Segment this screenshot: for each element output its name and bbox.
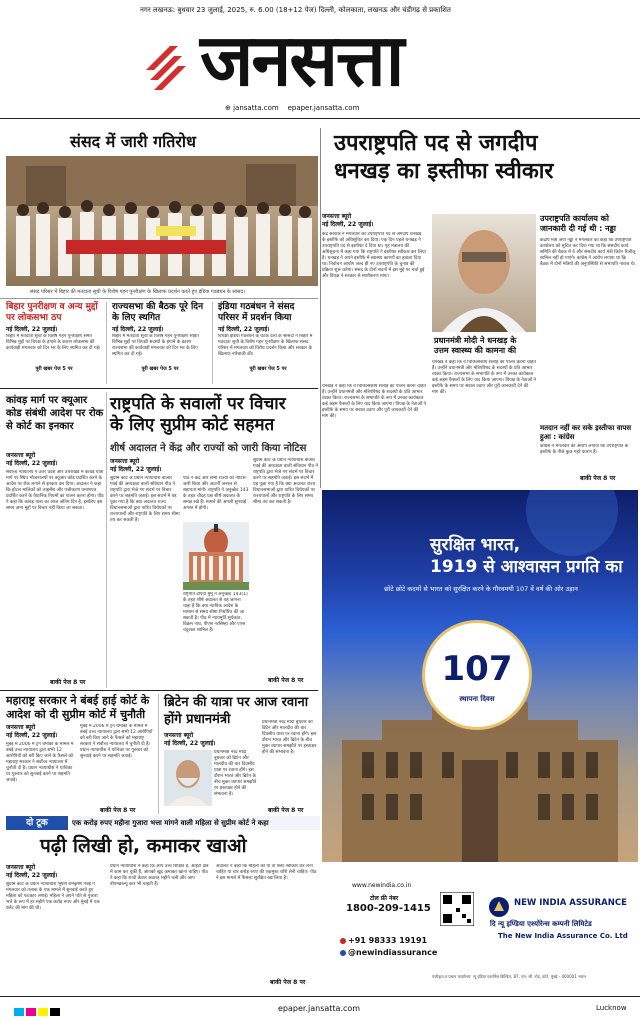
lead-sub1: उपराष्ट्रपति कार्यालय को जानकारी दी गई थी : नड्डा bbox=[540, 214, 616, 233]
maharashtra-byline-2: नई दिल्ली, 22 जुलाई। bbox=[6, 732, 58, 739]
maharashtra-body: मुंबई में 2006 में ट्रेन धमाकों के मामले में बंबई उच्च न्यायालय द्वारा सभी 12 आरोपियों को बरी किए जाने के फैसले को महाराष्ट्र सरकार ने सर्वोच्च न्यायालय में चुनौती दी है। प्रधान न्यायाधीश ने याचिका पर गुरुवार को सुनवाई करने पर सहमति जताई। bbox=[6, 742, 74, 783]
badge-number: 107 bbox=[441, 649, 513, 689]
whatsapp[interactable]: +91 98333 19191 bbox=[340, 936, 427, 945]
lead-sub1-body: केंद्रीय मंत्री जेपी नड्डा ने मंगलवार को कहा कि उपराष्ट्रपति कार्यालय को सूचित कर दिया गया था कि संसदीय कार्य समिति की बैठक में वे और संसदीय कार्य मंत्री किरेन रिजीजू शामिल नहीं हो पाएंगे। कांग्रेस ने आरोप लगाया था कि बैठक में दोनों मंत्रियों की अनुपस्थिति से सभापति नाराज थे। bbox=[540, 238, 636, 267]
ad-headline bbox=[430, 534, 630, 578]
maharashtra-heading: महाराष्ट्र सरकार ने बंबई हाई कोर्ट के आदेश को दी सुप्रीम कोर्ट में चुनौती bbox=[6, 694, 150, 721]
kanwar-byline-1: जनसत्ता ब्यूरो bbox=[6, 452, 36, 459]
britain-byline bbox=[164, 732, 234, 748]
tollfree-number[interactable]: 1800-209-1415 bbox=[346, 903, 431, 914]
parliament-caption: संसद परिसर में बिहार की मतदाता सूची के विशेष गहन पुनरीक्षण के खिलाफ प्रदर्शन करते हुए इंडिया गठबंधन के सांसद। bbox=[30, 289, 245, 295]
modi-photo bbox=[164, 750, 212, 806]
divider bbox=[106, 392, 107, 688]
rule bbox=[0, 690, 318, 691]
divider bbox=[106, 302, 107, 384]
website-link[interactable]: jansatta.com bbox=[233, 104, 279, 112]
lead-sub2: मतदान नहीं कर सके इस्तीफा वापस हुआ : कांग्रेस bbox=[540, 424, 632, 441]
badge-label: स्थापना दिवस bbox=[459, 695, 495, 703]
rule bbox=[0, 298, 318, 299]
tollfree-label: टोल फ्री नंबर bbox=[370, 895, 399, 902]
britain-body: प्रधानमंत्री नरेंद्र मोदी बुधवार को ब्रिटेन और मालदीव की चार दिवसीय यात्रा पर रवाना होंगे। इस दौरान भारत और ब्रिटेन के बीच मुक्त व्यापार समझौते पर हस्ताक्षर होने की संभावना है। bbox=[214, 750, 257, 797]
social[interactable]: @newindiassurance bbox=[340, 948, 437, 957]
logo-icon bbox=[140, 40, 190, 90]
sc-byline-1: जनसत्ता ब्यूरो bbox=[110, 458, 140, 465]
photo-caption-2: उत्तम स्वास्थ्य की कामना की bbox=[434, 346, 517, 355]
maharashtra-byline bbox=[6, 724, 70, 740]
britain-body-2: प्रधानमंत्री नरेंद्र मोदी बुधवार को ब्रिटेन और मालदीव की चार दिवसीय यात्रा पर रवाना होंगे। इस दौरान भारत और ब्रिटेन के बीच मुक्त व्यापार समझौते पर हस्ताक्षर होने की संभावना है। bbox=[262, 720, 317, 755]
ad-headline-1: सुरक्षित भारत, bbox=[430, 535, 521, 555]
qr-code-icon[interactable] bbox=[440, 892, 474, 926]
lead-heading-line1: उपराष्ट्रपति पद से जगदीप bbox=[334, 131, 538, 156]
social-icon bbox=[340, 950, 346, 956]
insurance-ad[interactable] bbox=[322, 490, 638, 862]
sc-heading bbox=[110, 394, 320, 436]
globe-icon: ⊕ bbox=[225, 104, 231, 112]
brief-2 bbox=[112, 302, 208, 384]
lead-col1: केंद्र सरकार ने मंगलवार को उपराष्ट्रपति पद से जगदीप धनखड़ के इस्तीफे को अधिसूचित कर दिया। एक दिन पहले धनखड़ ने उपराष्ट्रपति पद से इस्तीफा दे दिया था। गृह मंत्रालय की अधिसूचना में कहा गया कि राष्ट्रपति ने इस्तीफा स्वीकार कर लिया है। धनखड़ ने अपने इस्तीफे में स्वास्थ्य कारणों का हवाला दिया था। निर्वाचन आयोग जल्द ही नए उपराष्ट्रपति के चुनाव की प्रक्रिया शुरू करेगा। संसद के दोनों सदनों में इस मुद्दे पर चर्चा हुई और विपक्ष ने सरकार से स्पष्टीकरण मांगा। bbox=[322, 232, 426, 279]
britain-more: बाकी पेज 8 पर bbox=[268, 807, 304, 814]
kanwar-byline bbox=[6, 452, 104, 468]
dotook-body1: सुप्रीम कोर्ट के प्रधान न्यायाधीश भूषण रामकृष्ण गवई ने मंगलवार को तलाक के एक मामले में सुनवाई करते हुए महिला को फटकार लगाई। महिला ने अपने पति से गुजारा भत्ते के रूप में हर महीने एक करोड़ रुपए और मुंबई में एक फ्लैट की मांग की थी। bbox=[6, 882, 100, 911]
company-name-hi: दि न्यू इण्डिया एश्योरेन्स कम्पनी लिमिटेड bbox=[490, 920, 592, 928]
brief-byline: नई दिल्ली, 22 जुलाई। bbox=[218, 326, 270, 333]
parliament-heading: संसद में जारी गतिरोध bbox=[70, 132, 196, 151]
britain-byline-2: नई दिल्ली, 22 जुलाई। bbox=[164, 740, 216, 747]
parliament-photo bbox=[6, 156, 318, 286]
lead-more: बाकी पेज 8 पर bbox=[580, 475, 616, 482]
rule bbox=[0, 996, 640, 997]
brief-body: विपक्षी इंडिया गठबंधन के घटक दलों के सांसदों ने बिहार में मतदाता सूची के विशेष गहन पुनरीक्षण के खिलाफ संसद परिसर में मंगलवार को विरोध प्रदर्शन किया और सरकार के खिलाफ नारेबाजी की। bbox=[218, 334, 313, 357]
dotook-body2: प्रधान न्यायाधीश ने कहा कि आप उच्च शिक्षित हैं, आईटी क्षेत्र में काम कर चुकी हैं, आपको खुद कमाकर खाना चाहिए। पीठ ने कहा कि शादी केवल अठारह महीने चली और आप बीएमडब्ल्यू कार भी चाहती हैं। bbox=[110, 864, 209, 887]
dotook-byline bbox=[6, 864, 104, 880]
sc-col2-top: पीठ ने केंद्र और सभी राज्यों को नोटिस जारी किया और अटार्नी जनरल से सहायता मांगी। राष्ट्रपति ने अनुच्छेद 143 के तहत चौदह प्रश्न शीर्ष अदालत के समक्ष रखे हैं। मामले की अगली सुनवाई अगस्त में होगी। bbox=[183, 476, 249, 511]
brief-1 bbox=[6, 302, 102, 384]
maharashtra-byline-1: जनसत्ता ब्यूरो bbox=[6, 724, 36, 731]
dotook-more: बाकी पेज 8 पर bbox=[270, 979, 306, 986]
sc-byline bbox=[110, 458, 180, 474]
dotook-heading: पढ़ी लिखी हो, कमाकर खाओ bbox=[40, 835, 247, 857]
company-name-en2: The New India Assurance Co. Ltd bbox=[498, 932, 628, 940]
lead-heading-line2: धनखड़ का इस्तीफा स्वीकार bbox=[334, 159, 554, 184]
brief-more: पूरी खबर पेज 5 पर bbox=[141, 366, 179, 372]
footer-city: Lucknow bbox=[596, 1004, 627, 1012]
lead-sub2-body: कांग्रेस ने मंगलवार को आरोप लगाया कि उपराष्ट्रपति के इस्तीफे के पीछे कुछ गहरे कारण हैं। bbox=[540, 444, 629, 455]
brief-heading: बिहार पुनरीक्षण व अन्य मुद्दों पर लोकसभा ठप bbox=[6, 302, 98, 323]
masthead-title: जनसत्ता bbox=[200, 17, 403, 102]
divider bbox=[158, 694, 159, 814]
dotook-byline-1: जनसत्ता ब्यूरो bbox=[6, 864, 36, 871]
epaper-link[interactable]: epaper.jansatta.com bbox=[287, 104, 360, 112]
footer-url[interactable]: epaper.jansatta.com bbox=[278, 1004, 361, 1013]
brief-byline: नई दिल्ली, 22 जुलाई। bbox=[112, 326, 164, 333]
anniversary-badge bbox=[422, 620, 532, 730]
dotook-ticker: एक करोड़ रुपए महीना गुजारा भत्ता मांगने वाली महिला से सुप्रीम कोर्ट ने कहा bbox=[72, 816, 320, 830]
dateline: नगर लखनऊ: बुधवार 23 जुलाई, 2025, रु. 6.00 (18+12 पेज) दिल्ली, कोलकाता, लखनऊ और चंडीगढ़ से प्रकाशित bbox=[140, 6, 451, 14]
brief-more: पूरी खबर पेज 5 पर bbox=[249, 366, 287, 372]
brief-heading: राज्यसभा की बैठक पूरे दिन के लिए स्थगित bbox=[112, 302, 204, 323]
company-name-en: NEW INDIA ASSURANCE bbox=[514, 898, 627, 908]
dotook-body3: अदालत ने कहा कि महिला को या तो फ्लैट स्वीकार कर लेना चाहिए या चार करोड़ रुपए की एकमुश्त राशि लेनी चाहिए। पीठ ने इस मामले में फैसला सुरक्षित रख लिया है। bbox=[216, 864, 317, 881]
whatsapp-icon bbox=[340, 938, 346, 944]
kanwar-byline-2: नई दिल्ली, 22 जुलाई। bbox=[6, 460, 58, 467]
maharashtra-body-2: मुंबई में 2006 में ट्रेन धमाकों के मामले में बंबई उच्च न्यायालय द्वारा सभी 12 आरोपियों को बरी किए जाने के फैसले को महाराष्ट्र सरकार ने सर्वोच्च न्यायालय में चुनौती दी है। प्रधान न्यायाधीश ने याचिका पर गुरुवार को सुनवाई करने पर सहमति जताई। bbox=[80, 724, 153, 759]
sc-byline-2: नई दिल्ली, 22 जुलाई। bbox=[110, 466, 162, 473]
lead-col1b: धनखड़ ने कहा कि वे चिकित्सकीय सलाह का पालन करना चाहते हैं। उन्होंने प्रधानमंत्री और मंत्रिपरिषद के सदस्यों के प्रति आभार व्यक्त किया। राज्यसभा के सभापति के रूप में उनका कार्यकाल कई अहम फैसलों के लिए याद किया जाएगा। विपक्ष के नेताओं ने इस्तीफे के समय पर सवाल उठाए और पूरी जानकारी देने की मांग की। bbox=[322, 384, 426, 419]
lead-col2: धनखड़ ने कहा कि वे चिकित्सकीय सलाह का पालन करना चाहते हैं। उन्होंने प्रधानमंत्री और मंत्रिपरिषद के सदस्यों के प्रति आभार व्यक्त किया। राज्यसभा के सभापति के रूप में उनका कार्यकाल कई अहम फैसलों के लिए याद किया जाएगा। विपक्ष के नेताओं ने इस्तीफे के समय पर सवाल उठाए और पूरी जानकारी देने की मांग की। bbox=[432, 360, 536, 395]
dotook-byline-2: नई दिल्ली, 22 जुलाई। bbox=[6, 872, 58, 879]
lead-byline bbox=[322, 213, 426, 229]
sc-subheading: शीर्ष अदालत ने केंद्र और राज्यों को जारी किया नोटिस bbox=[110, 443, 307, 454]
brief-body: बिहार में मतदाता सूची के विशेष गहन पुनरीक्षण सहित विभिन्न मुद्दों पर विपक्षी सदस्यों के हंगामे के कारण राज्यसभा की कार्यवाही मंगलवार को दिन भर के लिए स्थगित कर दी गई। bbox=[112, 334, 199, 357]
sc-col1: सुप्रीम कोर्ट के प्रधान न्यायाधीश बीआर गवई की अध्यक्षता वाली संविधान पीठ ने राष्ट्रपति द्वारा भेजे गए संदर्भ पर विचार करने पर सहमति जताई। इस संदर्भ में यह पूछा गया है कि क्या अदालत राज्य विधानसभाओं द्वारा पारित विधेयकों पर राज्यपालों और राष्ट्रपति के लिए समय सीमा तय कर सकती है। bbox=[110, 476, 180, 523]
brief-3 bbox=[218, 302, 318, 384]
ad-footer bbox=[322, 862, 638, 990]
dhankhar-photo bbox=[432, 214, 536, 332]
rule bbox=[0, 388, 318, 389]
kanwar-more: बाकी पेज 8 पर bbox=[50, 679, 86, 686]
lead-byline-2: नई दिल्ली, 22 जुलाई। bbox=[322, 221, 374, 228]
divider bbox=[212, 302, 213, 384]
sc-col3: सुप्रीम कोर्ट के प्रधान न्यायाधीश बीआर गवई की अध्यक्षता वाली संविधान पीठ ने राष्ट्रपति द्वारा भेजे गए संदर्भ पर विचार करने पर सहमति जताई। इस संदर्भ में यह पूछा गया है कि क्या अदालत राज्य विधानसभाओं द्वारा पारित विधेयकों पर राज्यपालों और राष्ट्रपति के लिए समय सीमा तय कर सकती है। bbox=[253, 458, 319, 505]
sc-more: बाकी पेज 8 पर bbox=[268, 677, 304, 684]
photo-caption bbox=[434, 336, 536, 356]
brief-body: बिहार में मतदाता सूची के विशेष गहन पुनरीक्षण समेत विभिन्न मुद्दों पर विपक्ष के हंगामे के कारण लोकसभा की कार्यवाही मंगलवार को दिन भर के लिए स्थगित कर दी गई। bbox=[6, 334, 101, 351]
brief-more: पूरी खबर पेज 5 पर bbox=[35, 366, 73, 372]
ad-address: पंजीकृत व प्रधान कार्यालय: न्यू इंडिया एश्योरेंस बिल्डिंग, 87, एम. जी. रोड, फोर्ट, मुंबई - 400001 भारत bbox=[432, 974, 586, 979]
divider bbox=[320, 128, 321, 488]
kanwar-body: सर्वोच्च न्यायालय ने उत्तर प्रदेश और उत्तराखंड में कांवड़ यात्रा मार्ग पर स्थित भोजनालयों पर क्यूआर कोड प्रदर्शित करने के आदेश पर रोक लगाने से इनकार कर दिया। अदालत ने कहा कि होटल मालिकों को लाइसेंस और पंजीकरण प्रमाणपत्र प्रदर्शित करने के वैधानिक नियमों का पालन करना होगा। पीठ ने कहा कि कांवड़ यात्रा का आज अंतिम दिन है, इसलिए इस समय अन्य मुद्दों पर विचार नहीं किया जा सकता। bbox=[6, 470, 104, 511]
dotook-label: दो टूक bbox=[6, 816, 68, 830]
sc-heading-line2: के लिए सुप्रीम कोर्ट सहमत bbox=[110, 415, 275, 435]
web-links bbox=[225, 104, 359, 112]
maharashtra-more: बाकी पेज 8 पर bbox=[100, 807, 136, 814]
kanwar-heading: कांवड़ मार्ग पर क्यूआर कोड संबंधी आदेश पर रोक से कोर्ट का इनकार bbox=[6, 395, 104, 432]
britain-byline-1: जनसत्ता ब्यूरो bbox=[164, 732, 194, 739]
supreme-court-photo bbox=[183, 522, 249, 590]
sc-col2: राष्ट्रपति द्रौपदी मुर्मू ने अनुच्छेद 143(1) के तहत शीर्ष अदालत से यह जानना चाहा है कि क्या न्यायिक आदेश के माध्यम से समय सीमा निर्धारित की जा सकती है। पीठ में न्यायमूर्ति सूर्यकांत, विक्रम नाथ, पीएस नरसिम्हा और एएस चंदुरकर शामिल हैं। bbox=[183, 592, 248, 633]
masthead-rule bbox=[0, 118, 640, 119]
photo-caption-1: प्रधानमंत्री मोदी ने धनखड़ के bbox=[434, 336, 517, 345]
ad-website[interactable]: www.newindia.co.in bbox=[352, 882, 412, 889]
lead-heading bbox=[334, 130, 634, 186]
lead-byline-1: जनसत्ता ब्यूरो bbox=[322, 213, 352, 220]
brief-byline: नई दिल्ली, 22 जुलाई। bbox=[6, 326, 58, 333]
brief-heading: इंडिया गठबंधन ने संसद परिसर में प्रदर्शन किया bbox=[218, 302, 295, 323]
britain-heading: ब्रिटेन की यात्रा पर आज रवाना होंगे प्रधानमंत्री bbox=[164, 695, 309, 727]
ad-tagline: छोटे छोटे कदमों से भारत को सुरक्षित करने के गौरवमयी 107 वें वर्ष की ओर उड़ान bbox=[384, 585, 578, 593]
color-registration bbox=[14, 1001, 62, 1020]
ad-headline-2: 1919 से आश्वासन प्रगति का bbox=[430, 557, 623, 577]
company-logo-icon bbox=[488, 896, 510, 918]
sc-heading-line1: राष्ट्रपति के सवालों पर विचार bbox=[110, 394, 286, 414]
